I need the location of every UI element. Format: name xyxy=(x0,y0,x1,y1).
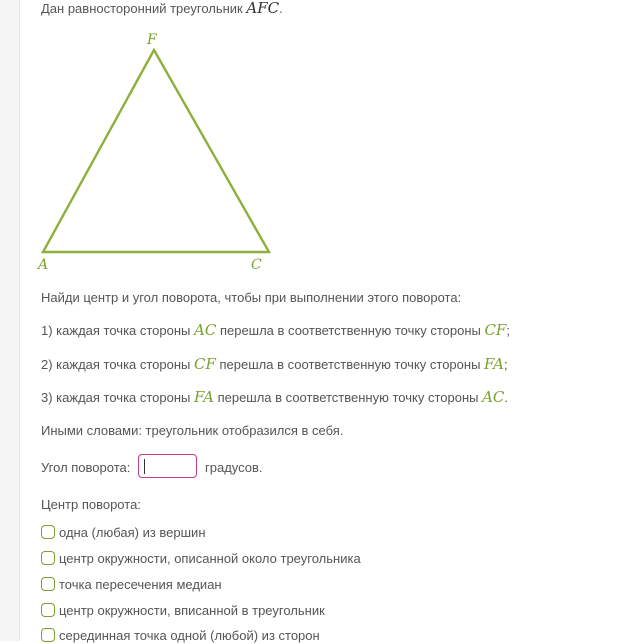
side-to: FA xyxy=(484,355,504,373)
checkbox[interactable] xyxy=(41,525,55,539)
center-option-vertex[interactable] xyxy=(41,523,206,541)
intro-text: Дан равносторонний треугольник xyxy=(41,1,247,16)
option-label: центр окружности, описанной около треугольника xyxy=(59,550,361,566)
triangle-figure xyxy=(36,28,276,278)
intro-line xyxy=(41,0,283,17)
intro-end: . xyxy=(279,1,283,16)
condition-middle: перешла в соответственную точку стороны xyxy=(215,357,485,372)
condition-prefix: 2) каждая точка стороны xyxy=(41,357,195,372)
condition-end: ; xyxy=(503,357,508,372)
vertex-label-a: A xyxy=(38,257,49,273)
condition-end: . xyxy=(504,390,509,405)
condition-end: ; xyxy=(506,323,510,338)
side-to: AC xyxy=(482,388,505,406)
condition-middle: перешла в соответственную точку стороны xyxy=(213,390,483,405)
condition-3 xyxy=(41,388,508,406)
center-label: Центр поворота: xyxy=(41,497,141,512)
triangle-name: AFC xyxy=(246,0,280,17)
vertex-label-f: F xyxy=(147,32,157,48)
summary-text: Иными словами: треугольник отобразился в себя. xyxy=(41,423,344,438)
condition-prefix: 1) каждая точка стороны xyxy=(41,323,195,338)
condition-1 xyxy=(41,321,510,339)
side-to: CF xyxy=(484,321,507,339)
checkbox[interactable] xyxy=(41,603,55,617)
condition-2 xyxy=(41,355,508,373)
vertex-label-c: C xyxy=(251,257,262,273)
center-option-incenter[interactable] xyxy=(41,601,325,619)
side-from: FA xyxy=(194,388,214,406)
option-label: серединная точка одной (любой) из сторон xyxy=(59,627,320,643)
side-from: CF xyxy=(194,355,216,373)
left-panel-edge xyxy=(0,0,20,641)
option-label: центр окружности, вписанной в треугольник xyxy=(59,602,325,618)
checkbox[interactable] xyxy=(41,628,55,642)
option-label: точка пересечения медиан xyxy=(59,576,222,592)
option-label: одна (любая) из вершин xyxy=(59,524,206,540)
condition-middle: перешла в соответственную точку стороны xyxy=(216,323,485,338)
checkbox[interactable] xyxy=(41,577,55,591)
side-from: AC xyxy=(194,321,217,339)
text-cursor xyxy=(144,459,145,474)
task-text: Найди центр и угол поворота, чтобы при выполнении этого поворота: xyxy=(41,290,462,305)
angle-label: Угол поворота: xyxy=(41,460,131,475)
angle-input[interactable] xyxy=(138,454,197,478)
condition-prefix: 3) каждая точка стороны xyxy=(41,390,195,405)
triangle-shape xyxy=(43,50,269,252)
checkbox[interactable] xyxy=(41,551,55,565)
center-option-midpoint[interactable] xyxy=(41,626,320,644)
center-option-circumcenter[interactable] xyxy=(41,549,361,567)
angle-units: градусов. xyxy=(205,460,263,475)
center-option-centroid[interactable] xyxy=(41,575,222,593)
